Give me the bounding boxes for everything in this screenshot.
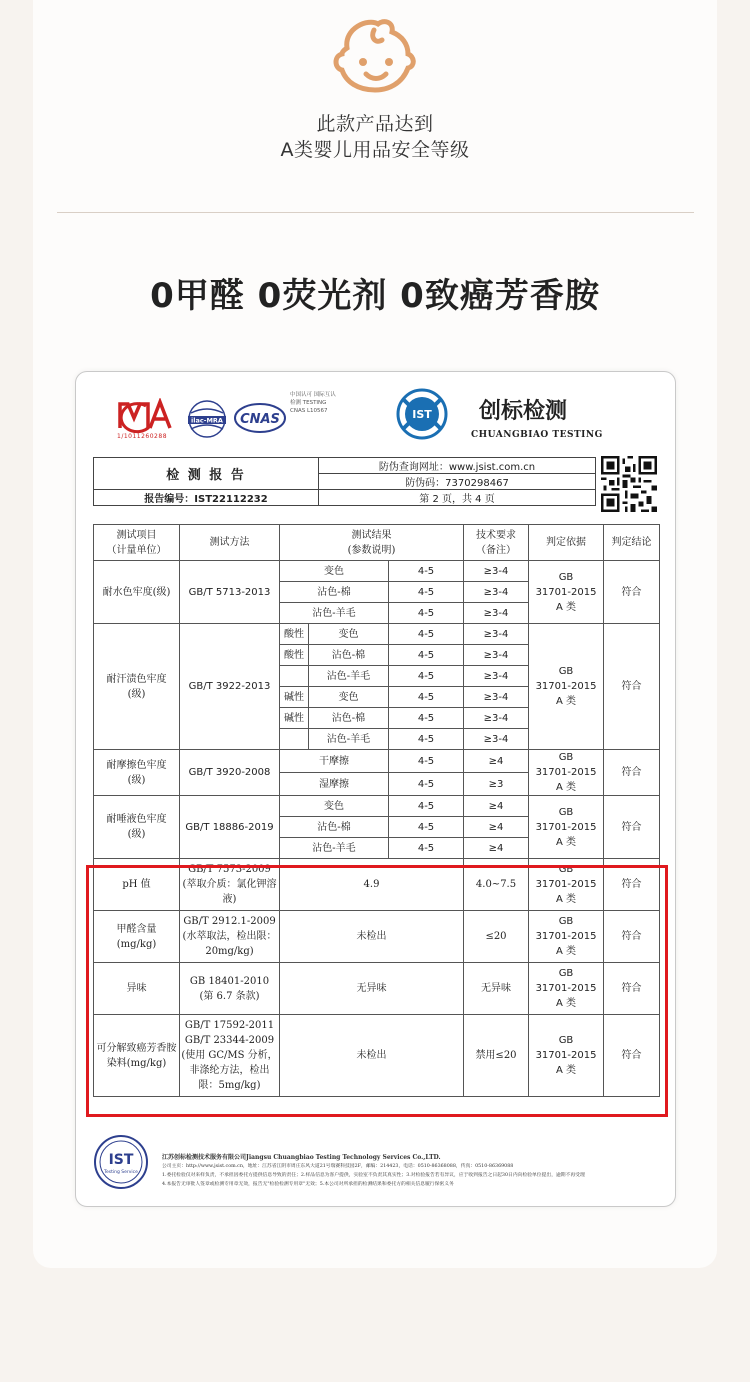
test-method: GB 18401-2010 (第 6.7 条款) xyxy=(180,963,280,1015)
test-requirement: ≥3-4 xyxy=(464,603,529,624)
test-conclusion: 符合 xyxy=(604,624,660,750)
test-requirement: ≥4 xyxy=(464,817,529,838)
divider xyxy=(57,212,694,213)
column-header: 判定依据 xyxy=(529,525,604,561)
footer-note-2: 4.本报告无审批人签章或检测专用章无效，报告无"检验检测专用章"无效；5.本公司对所承担的检测结果和委托方的相关信息履行保密义务 xyxy=(162,1182,454,1187)
test-requirement: ≥4 xyxy=(464,838,529,859)
test-method: GB/T 3922-2013 xyxy=(180,624,280,750)
test-conclusion: 符合 xyxy=(604,963,660,1015)
test-item: pH 值 xyxy=(94,859,180,911)
test-requirement: ≥3-4 xyxy=(464,561,529,582)
test-requirement: ≥4 xyxy=(464,750,529,773)
column-header: 测试结果 (参数说明) xyxy=(280,525,464,561)
test-item: 耐汗渍色牢度 (级) xyxy=(94,624,180,750)
tagline-line2: A类婴儿用品安全等级 xyxy=(280,139,470,161)
cnas-note: 中国认可 国际互认 检测 TESTING CNAS L10567 xyxy=(290,392,336,414)
test-item: 耐水色牢度(级) xyxy=(94,561,180,624)
footer-address: 公司主页：http://www.jsist.com.cn，地址：江苏省江阴市周庄东风大道21号瑞赛科技园2F，邮编：214423，电话：0510-86368088，传真：0510-86369088 xyxy=(162,1164,514,1169)
cnas-logo xyxy=(233,402,287,434)
test-requirement: 4.0~7.5 xyxy=(464,859,529,911)
test-requirement: ≥3-4 xyxy=(464,582,529,603)
svg-text:CNAS: CNAS xyxy=(240,412,280,427)
ilac-mra-logo xyxy=(185,399,229,439)
test-result: 4-5 xyxy=(389,666,464,687)
test-basis: GB 31701-2015 A 类 xyxy=(529,796,604,859)
test-condition: 酸性 xyxy=(280,645,309,666)
test-item: 耐唾液色牢度 (级) xyxy=(94,796,180,859)
test-subitem: 沾色-棉 xyxy=(309,645,389,666)
test-conclusion: 符合 xyxy=(604,911,660,963)
test-conclusion: 符合 xyxy=(604,561,660,624)
company-name-cn: 创标检测 xyxy=(479,398,568,424)
test-subitem: 沾色-羊毛 xyxy=(309,666,389,687)
test-method: GB/T 3920-2008 xyxy=(180,750,280,796)
test-condition xyxy=(280,729,309,750)
test-result: 4.9 xyxy=(280,859,464,911)
test-result: 无异味 xyxy=(280,963,464,1015)
footer-note-1: 1.委托检验仅对来样负责，不承担因委托方提供信息导致的责任；2.样品信息为客户提供，实验室不负责其真实性；3.对检验报告若有异议，应于收到报告之日起30日内向检验单位提出，逾期不再受理 xyxy=(162,1173,585,1178)
baby-face-icon xyxy=(330,16,420,94)
column-header: 测试项目 （计量单位） xyxy=(94,525,180,561)
report-number: 报告编号：IST22112232 xyxy=(94,490,319,506)
test-subitem: 沾色-棉 xyxy=(280,582,389,603)
column-header: 测试方法 xyxy=(180,525,280,561)
test-requirement: ≤20 xyxy=(464,911,529,963)
headline: 0甲醛 0荧光剂 0致癌芳香胺 xyxy=(150,276,600,316)
svg-text:ilac-MRA: ilac-MRA xyxy=(191,416,223,425)
test-result: 4-5 xyxy=(389,796,464,817)
test-result: 4-5 xyxy=(389,729,464,750)
report-title: 检 测 报 告 xyxy=(94,458,319,490)
test-report-image xyxy=(75,371,676,1207)
test-subitem: 变色 xyxy=(280,561,389,582)
table-row xyxy=(94,525,660,561)
test-method: GB/T 18886-2019 xyxy=(180,796,280,859)
test-item: 可分解致癌芳香胺染料(mg/kg) xyxy=(94,1015,180,1097)
test-requirement: ≥3-4 xyxy=(464,624,529,645)
test-basis: GB 31701-2015 A 类 xyxy=(529,1015,604,1097)
test-basis: GB 31701-2015 A 类 xyxy=(529,859,604,911)
test-subitem: 变色 xyxy=(309,687,389,708)
company-name-en: CHUANGBIAO TESTING xyxy=(471,430,603,440)
test-item: 异味 xyxy=(94,963,180,1015)
test-conclusion: 符合 xyxy=(604,796,660,859)
column-header: 判定结论 xyxy=(604,525,660,561)
test-result: 4-5 xyxy=(389,687,464,708)
test-result: 4-5 xyxy=(389,603,464,624)
verify-code: 防伪码：7370298467 xyxy=(319,474,596,490)
page-indicator: 第 2 页，共 4 页 xyxy=(319,490,596,506)
test-subitem: 变色 xyxy=(280,796,389,817)
test-result: 4-5 xyxy=(389,750,464,773)
table-row xyxy=(94,796,660,817)
test-result: 4-5 xyxy=(389,624,464,645)
test-subitem: 沾色-棉 xyxy=(309,708,389,729)
test-method: GB/T 2912.1-2009 (水萃取法，检出限：20mg/kg) xyxy=(180,911,280,963)
test-result: 4-5 xyxy=(389,773,464,796)
qr-code-icon xyxy=(601,456,657,512)
test-condition xyxy=(280,666,309,687)
test-subitem: 沾色-棉 xyxy=(280,817,389,838)
test-conclusion: 符合 xyxy=(604,750,660,796)
report-header-table xyxy=(93,457,596,506)
test-requirement: ≥3-4 xyxy=(464,729,529,750)
test-requirement: 无异味 xyxy=(464,963,529,1015)
ist-stamp-icon xyxy=(93,1134,149,1190)
test-requirement: ≥3 xyxy=(464,773,529,796)
test-result: 4-5 xyxy=(389,817,464,838)
test-basis: GB 31701-2015 A 类 xyxy=(529,750,604,796)
test-result: 4-5 xyxy=(389,645,464,666)
cma-number: 1/1011260288 xyxy=(117,433,168,440)
test-basis: GB 31701-2015 A 类 xyxy=(529,624,604,750)
verify-website: 防伪查询网址：www.jsist.com.cn xyxy=(319,458,596,474)
test-requirement: ≥4 xyxy=(464,796,529,817)
highlight-box xyxy=(86,865,668,1117)
test-method: GB/T 5713-2013 xyxy=(180,561,280,624)
table-row xyxy=(94,561,660,582)
test-method: GB/T 17592-2011 GB/T 23344-2009 (使用 GC/MS 分析，非涤纶方法，检出限：5mg/kg) xyxy=(180,1015,280,1097)
svg-text:IST: IST xyxy=(412,408,432,421)
test-requirement: ≥3-4 xyxy=(464,645,529,666)
stamp-subtext: Testing Service xyxy=(104,1170,138,1175)
test-conclusion: 符合 xyxy=(604,1015,660,1097)
test-subitem: 沾色-羊毛 xyxy=(280,838,389,859)
test-condition: 酸性 xyxy=(280,624,309,645)
test-item: 耐摩擦色牢度 (级) xyxy=(94,750,180,796)
test-requirement: 禁用≤20 xyxy=(464,1015,529,1097)
ist-logo xyxy=(394,386,450,442)
column-header: 技术要求 （备注） xyxy=(464,525,529,561)
test-condition: 碱性 xyxy=(280,708,309,729)
test-basis: GB 31701-2015 A 类 xyxy=(529,911,604,963)
test-subitem: 沾色-羊毛 xyxy=(309,729,389,750)
test-subitem: 干摩擦 xyxy=(280,750,389,773)
table-row xyxy=(94,624,660,645)
test-result: 4-5 xyxy=(389,582,464,603)
table-row xyxy=(94,750,660,773)
test-requirement: ≥3-4 xyxy=(464,708,529,729)
test-condition: 碱性 xyxy=(280,687,309,708)
test-subitem: 沾色-羊毛 xyxy=(280,603,389,624)
report-footer xyxy=(162,1152,662,1188)
test-result: 未检出 xyxy=(280,1015,464,1097)
test-subitem: 变色 xyxy=(309,624,389,645)
test-subitem: 湿摩擦 xyxy=(280,773,389,796)
test-result: 4-5 xyxy=(389,838,464,859)
test-basis: GB 31701-2015 A 类 xyxy=(529,561,604,624)
test-result: 4-5 xyxy=(389,708,464,729)
test-conclusion: 符合 xyxy=(604,859,660,911)
test-requirement: ≥3-4 xyxy=(464,666,529,687)
test-result: 未检出 xyxy=(280,911,464,963)
test-item: 甲醛含量 (mg/kg) xyxy=(94,911,180,963)
test-basis: GB 31701-2015 A 类 xyxy=(529,963,604,1015)
test-method: GB/T 7573-2009 (萃取介质：氯化钾溶液) xyxy=(180,859,280,911)
stamp-text: IST xyxy=(108,1152,134,1168)
footer-company: 江苏创标检测技术服务有限公司Jiangsu Chuangbiao Testing Technology Services Co.,LTD. xyxy=(162,1154,441,1161)
test-result: 4-5 xyxy=(389,561,464,582)
tagline-line1: 此款产品达到 xyxy=(316,113,434,135)
test-requirement: ≥3-4 xyxy=(464,687,529,708)
